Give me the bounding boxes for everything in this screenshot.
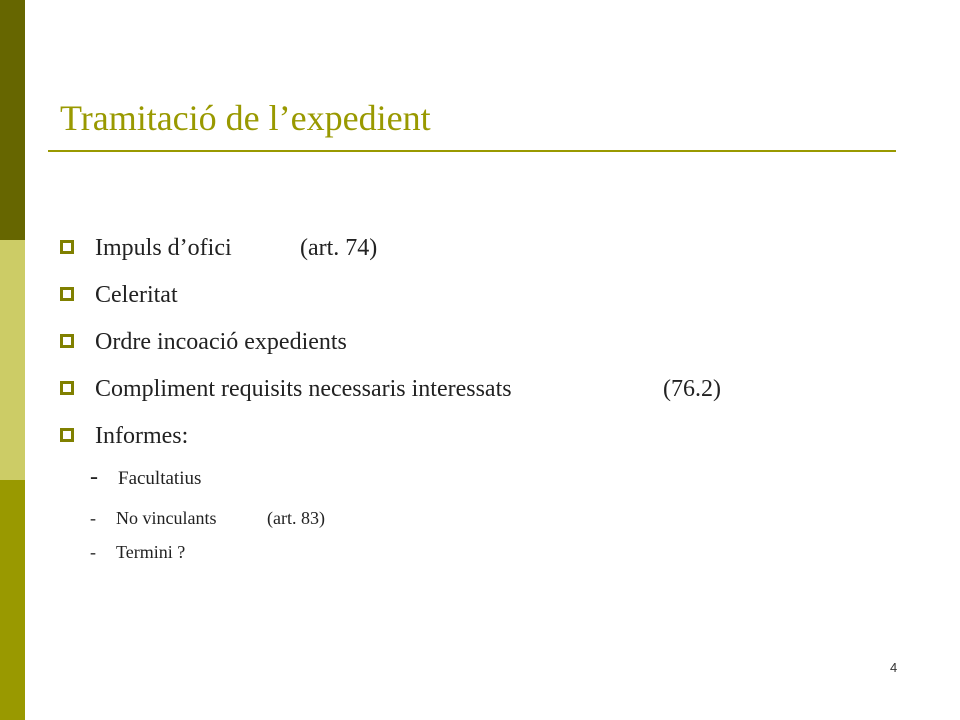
sub-item-text: Facultatius xyxy=(118,468,202,489)
square-bullet-icon xyxy=(60,287,74,301)
bullet-text: Informes: xyxy=(95,423,189,449)
sidebar-segment-dark xyxy=(0,0,25,240)
sub-item-termini xyxy=(90,538,185,566)
bullet-text: Celeritat xyxy=(95,282,178,308)
square-bullet-icon xyxy=(60,428,74,442)
sub-item-dash: - xyxy=(90,464,98,490)
sub-item-no-vinculants xyxy=(90,504,325,532)
bullet-text: Impuls d’ofici xyxy=(95,235,232,261)
sidebar-color-bar xyxy=(0,0,25,720)
sub-item-facultatius xyxy=(90,462,201,494)
sub-item-reference: (art. 83) xyxy=(267,508,325,528)
sub-item-text: Termini ? xyxy=(116,542,186,562)
bullet-reference: (76.2) xyxy=(663,376,721,402)
sidebar-segment-olive xyxy=(0,480,25,720)
slide-title: Tramitació de l’expedient xyxy=(60,98,431,138)
bullet-reference: (art. 74) xyxy=(300,235,378,261)
sidebar-segment-light xyxy=(0,240,25,480)
sub-item-dash: - xyxy=(90,542,96,562)
sub-item-text: No vinculants xyxy=(116,508,217,528)
square-bullet-icon xyxy=(60,381,74,395)
bullet-text: Compliment requisits necessaris interessats xyxy=(95,376,512,402)
page-number: 4 xyxy=(890,660,898,675)
bullet-text: Ordre incoació expedients xyxy=(95,329,347,355)
title-underline xyxy=(48,150,896,152)
square-bullet-icon xyxy=(60,240,74,254)
square-bullet-icon xyxy=(60,334,74,348)
sub-item-dash: - xyxy=(90,508,96,528)
